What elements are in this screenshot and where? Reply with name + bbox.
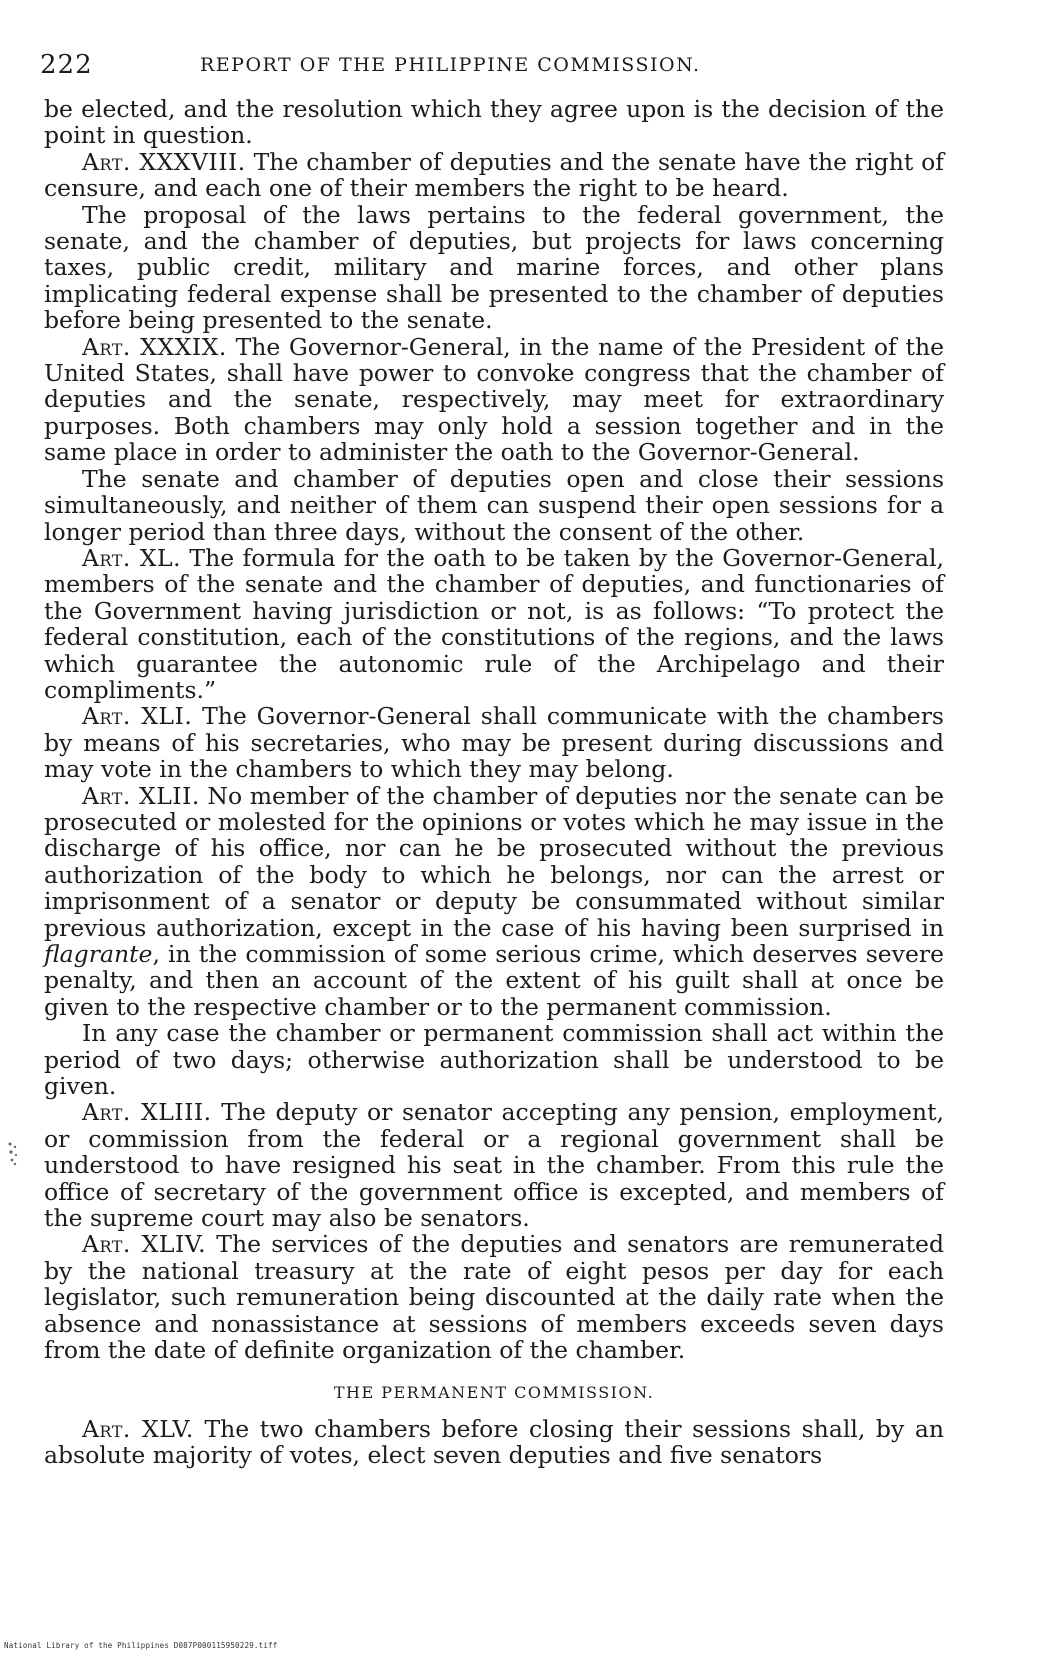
paragraph-text: The deputy or senator accepting any pension, employment, or commission from the federal or a regional government shall be understood to have resigned his seat in the chamber. From this rule the office of secretary of the government office is excepted, and members of the supreme court may also be senators. — [44, 1098, 944, 1233]
section-heading: THE PERMANENT COMMISSION. — [333, 1382, 655, 1402]
paragraph-text: The services of the deputies and senators are remunerated by the national treasury at the rate of eight pesos per day for each legislator, such remuneration being discounted at the daily rate when the absence and nonassistance at sessions of members exceeds seven days from the date of definite organization of the chamber. — [44, 1230, 944, 1365]
body-paragraph — [44, 202, 944, 334]
paragraph-text: The proposal of the laws pertains to the federal government, the senate, and the chamber of deputies, but projects for laws concerning taxes, public credit, military and marine forces, and other plans implicating federal expense shall be presented to the chamber of deputies before being presented to the senate. — [44, 200, 944, 335]
running-head: REPORT OF THE PHILIPPINE COMMISSION. — [200, 54, 701, 76]
body-text — [44, 96, 944, 1468]
article-label: Art. XLIV. — [82, 1230, 207, 1259]
paragraph-text: The Governor-General shall communicate with the chambers by means of his secretaries, who may be present during discussions and may vote in the chambers to which they may belong. — [44, 702, 944, 784]
article-paragraph — [44, 149, 944, 202]
scan-footer: National Library of the Philippines D087P000115950229.tiff — [4, 1641, 278, 1650]
article-label: Art. XL. — [82, 543, 182, 572]
paragraph-text: The formula for the oath to be taken by the Governor-General, members of the senate and the chamber of deputies, and functionaries of the Government having jurisdiction or not, is as follows: “To protect the federal constitution, each of the constitutions of the regions, and the laws which guarantee the autonomic rule of the Archipelago and their compliments.” — [44, 543, 945, 704]
italic-term: flagrante — [44, 940, 153, 968]
paragraph-text: In any case the chamber or permanent commission shall act within the period of two days; otherwise authorization shall be understood to be given. — [44, 1019, 944, 1101]
article-paragraph — [44, 1231, 944, 1363]
article-paragraph — [44, 334, 944, 466]
article-paragraph — [44, 783, 944, 1021]
article-label: Art. XLIII. — [82, 1098, 212, 1127]
page-header — [40, 50, 940, 84]
article-paragraph — [44, 703, 944, 782]
body-paragraph — [44, 96, 944, 149]
margin-blemish — [6, 1140, 20, 1168]
body-paragraph — [44, 466, 944, 545]
paragraph-text-continued: , in the commission of some serious crime, which deserves severe penalty, and then an account of the extent of his guilt shall at once be given to the respective chamber or to the permanent commission. — [44, 940, 944, 1021]
article-label: Art. XXXIX. — [82, 332, 227, 361]
article-paragraph — [44, 1416, 944, 1469]
article-paragraph — [44, 1099, 944, 1231]
article-label: Art. XLII. — [82, 781, 200, 810]
paragraph-text: The senate and chamber of deputies open and close their sessions simultaneously, and neither of them can suspend their open sessions for a longer period than three days, without the consent of the other. — [44, 464, 944, 546]
article-paragraph — [44, 545, 944, 703]
body-paragraph — [44, 1020, 944, 1099]
article-label: Art. XLV. — [82, 1414, 194, 1443]
paragraph-text: No member of the chamber of deputies nor the senate can be prosecuted or molested for the opinions or votes which he may issue in the discharge of his office, nor can he be prosecuted without the previous authorization of the body to which he belongs, nor can the arrest or imprisonment of a senator or deputy be consummated without similar previous authorization, except in the case of his having been surprised in — [44, 781, 944, 942]
paragraph-text: The chamber of deputies and the senate have the right of censure, and each one of their members the right to be heard. — [44, 147, 945, 203]
paragraph-text: The Governor-General, in the name of the President of the United States, shall have power to convoke congress that the chamber of deputies and the senate, respectively, may meet for extraordinary purposes. Both chambers may only hold a session together and in the same place in order to administer the oath to the Governor-General. — [44, 332, 944, 467]
page-number: 222 — [40, 50, 93, 80]
article-label: Art. XXXVIII. — [82, 147, 246, 176]
paragraph-text: be elected, and the resolution which they agree upon is the decision of the point in question. — [44, 95, 944, 150]
paragraph-text: The two chambers before closing their sessions shall, by an absolute majority of votes, elect seven deputies and five senators — [44, 1414, 944, 1469]
article-label: Art. XLI. — [82, 702, 193, 731]
